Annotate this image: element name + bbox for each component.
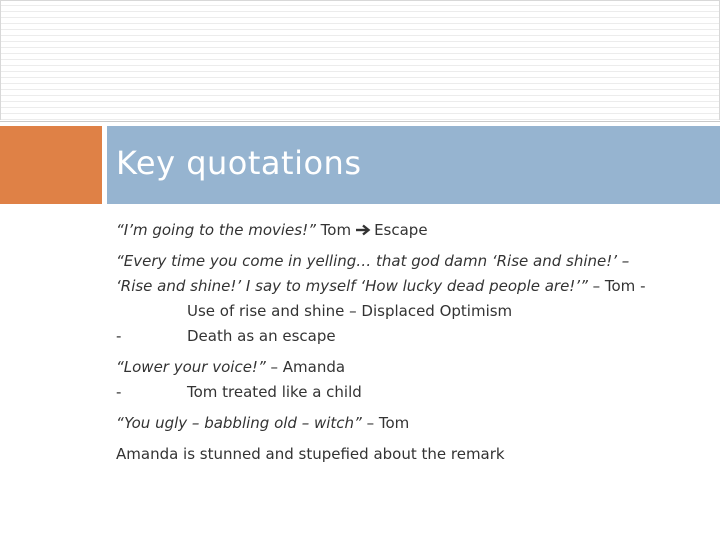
quote-2-line-2-text: ‘Rise and shine!’ I say to myself ‘How lucky dead people are!’” <box>116 277 588 295</box>
quote-2-point-2-text: Death as an escape <box>187 327 336 345</box>
closing-note: Amanda is stunned and stupefied about the remark <box>116 445 505 463</box>
quote-2-point-2 <box>116 324 706 349</box>
quote-3-point-text: Tom treated like a child <box>187 383 362 401</box>
quote-1 <box>116 218 706 243</box>
arrow-right-icon <box>355 219 371 231</box>
quote-2-line-2 <box>116 274 706 299</box>
quote-2-line-1: “Every time you come in yelling… that god damn ‘Rise and shine!’ – <box>116 252 630 270</box>
quote-4-text: “You ugly – babbling old – witch” <box>116 414 362 432</box>
quote-3-line <box>116 355 706 380</box>
quote-1-text: “I’m going to the movies!” <box>116 221 316 239</box>
quote-1-speaker: Tom <box>320 221 352 239</box>
quote-3-point <box>116 380 706 405</box>
bullet-dash: - <box>116 383 122 401</box>
frame-line <box>0 121 720 122</box>
accent-block <box>0 126 102 204</box>
quote-1-theme: Escape <box>374 221 428 239</box>
quote-4-speaker: – Tom <box>361 414 410 432</box>
quote-2-speaker: – Tom - <box>587 277 646 295</box>
quote-3-speaker: – Amanda <box>265 358 346 376</box>
quote-2-point-1 <box>116 299 706 324</box>
quote-3 <box>116 355 706 405</box>
quote-4 <box>116 411 706 436</box>
slide-body <box>116 218 706 467</box>
bullet-dash: - <box>116 327 122 345</box>
quote-2 <box>116 249 706 349</box>
slide-title: Key quotations <box>116 144 362 182</box>
quote-2-point-1-text: Use of rise and shine – Displaced Optimism <box>187 302 513 320</box>
quote-3-text: “Lower your voice!” <box>116 358 266 376</box>
